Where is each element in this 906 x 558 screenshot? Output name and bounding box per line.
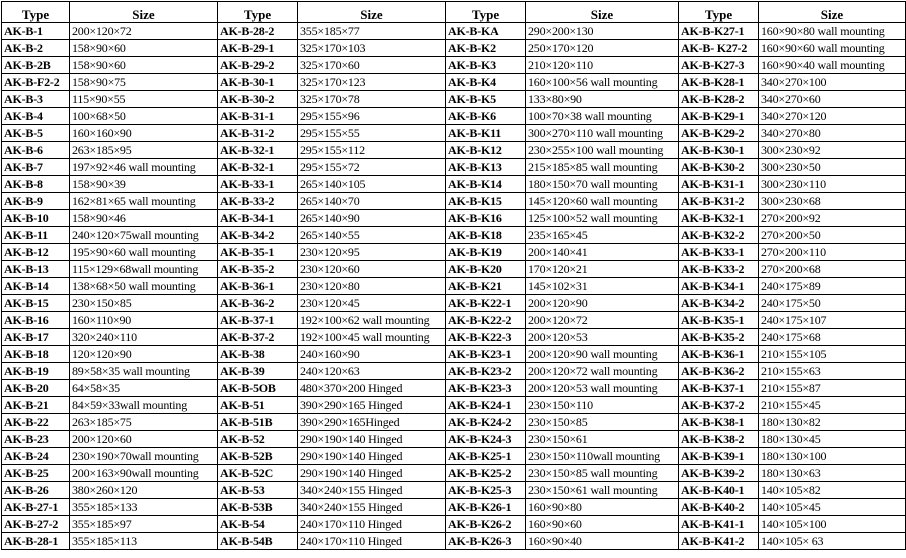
size-header: Size xyxy=(526,2,679,23)
size-cell: 230×150×61 xyxy=(526,431,679,448)
size-cell: 480×370×200 Hinged xyxy=(298,380,446,397)
type-cell: AK-B-3 xyxy=(2,91,70,108)
type-cell: AK-B-K25-2 xyxy=(446,465,526,482)
type-header: Type xyxy=(2,2,70,23)
size-cell: 230×150×110wall mounting xyxy=(526,448,679,465)
type-cell: AK-B-29-2 xyxy=(218,57,298,74)
table-row xyxy=(2,142,906,159)
type-cell: AK-B-K35-2 xyxy=(679,329,759,346)
size-cell: 230×150×85 xyxy=(526,414,679,431)
size-cell: 180×130×82 xyxy=(759,414,906,431)
size-cell: 240×170×110 Hinged xyxy=(298,516,446,533)
size-cell: 300×270×110 wall mounting xyxy=(526,125,679,142)
type-cell: AK-B-K30-1 xyxy=(679,142,759,159)
type-cell: AK-B-12 xyxy=(2,244,70,261)
type-cell: AK-B-K24-2 xyxy=(446,414,526,431)
table-row xyxy=(2,40,906,57)
table-row xyxy=(2,448,906,465)
size-cell: 240×175×68 xyxy=(759,329,906,346)
type-cell: AK-B-K36-2 xyxy=(679,363,759,380)
type-cell: AK-B-K22-3 xyxy=(446,329,526,346)
size-cell: 89×58×35 wall mounting xyxy=(70,363,218,380)
type-cell: AK-B-36-1 xyxy=(218,278,298,295)
type-cell: AK-B-36-2 xyxy=(218,295,298,312)
type-cell: AK-B-5 xyxy=(2,125,70,142)
type-cell: AK-B-K26-2 xyxy=(446,516,526,533)
size-cell: 140×105× 63 xyxy=(759,533,906,550)
type-cell: AK-B-52B xyxy=(218,448,298,465)
type-cell: AK-B-52 xyxy=(218,431,298,448)
size-cell: 265×140×70 xyxy=(298,193,446,210)
type-cell: AK-B-7 xyxy=(2,159,70,176)
size-cell: 158×90×60 xyxy=(70,40,218,57)
type-cell: AK-B-10 xyxy=(2,210,70,227)
product-size-table xyxy=(1,1,906,550)
type-cell: AK-B-K13 xyxy=(446,159,526,176)
type-cell: AK-B-K20 xyxy=(446,261,526,278)
type-cell: AK-B-20 xyxy=(2,380,70,397)
size-cell: 160×90×60 wall mounting xyxy=(759,40,906,57)
type-cell: AK-B-51B xyxy=(218,414,298,431)
size-cell: 160×90×40 xyxy=(526,533,679,550)
type-cell: AK-B-K16 xyxy=(446,210,526,227)
size-cell: 270×200×50 xyxy=(759,227,906,244)
type-cell: AK-B-K3 xyxy=(446,57,526,74)
header-row xyxy=(2,2,906,23)
type-cell: AK-B-K27-1 xyxy=(679,23,759,40)
size-cell: 355×185×77 xyxy=(298,23,446,40)
type-cell: AK-B-31-1 xyxy=(218,108,298,125)
type-cell: AK-B-2 xyxy=(2,40,70,57)
size-cell: 210×155×87 xyxy=(759,380,906,397)
size-cell: 160×90×80 xyxy=(526,499,679,516)
type-cell: AK-B-K30-2 xyxy=(679,159,759,176)
size-cell: 240×175×89 xyxy=(759,278,906,295)
table-body xyxy=(2,23,906,550)
size-cell: 125×100×52 wall mounting xyxy=(526,210,679,227)
size-cell: 270×200×92 xyxy=(759,210,906,227)
size-cell: 265×140×90 xyxy=(298,210,446,227)
size-cell: 215×185×85 wall mounting xyxy=(526,159,679,176)
table-row xyxy=(2,57,906,74)
table-row xyxy=(2,499,906,516)
size-cell: 200×120×72 xyxy=(526,312,679,329)
size-cell: 390×290×165Hinged xyxy=(298,414,446,431)
table-row xyxy=(2,193,906,210)
type-cell: AK-B-K26-1 xyxy=(446,499,526,516)
type-cell: AK-B-K33-1 xyxy=(679,244,759,261)
table-row xyxy=(2,482,906,499)
type-cell: AK-B-54 xyxy=(218,516,298,533)
type-cell: AK-B-54B xyxy=(218,533,298,550)
table-row xyxy=(2,414,906,431)
type-cell: AK-B-K37-1 xyxy=(679,380,759,397)
size-cell: 230×150×85 xyxy=(70,295,218,312)
type-cell: AK-B-35-2 xyxy=(218,261,298,278)
type-cell: AK-B-11 xyxy=(2,227,70,244)
type-cell: AK-B-37-2 xyxy=(218,329,298,346)
size-cell: 180×150×70 wall mounting xyxy=(526,176,679,193)
type-cell: AK-B-K28-1 xyxy=(679,74,759,91)
size-cell: 200×120×90 xyxy=(526,295,679,312)
size-cell: 240×160×90 xyxy=(298,346,446,363)
size-cell: 325×170×123 xyxy=(298,74,446,91)
table-row xyxy=(2,227,906,244)
size-cell: 230×150×110 xyxy=(526,397,679,414)
type-cell: AK-B-K39-1 xyxy=(679,448,759,465)
table-row xyxy=(2,516,906,533)
type-cell: AK-B-28-2 xyxy=(218,23,298,40)
size-cell: 145×102×31 xyxy=(526,278,679,295)
type-cell: AK-B-K23-2 xyxy=(446,363,526,380)
size-cell: 84×59×33wall mounting xyxy=(70,397,218,414)
type-cell: AK-B-5OB xyxy=(218,380,298,397)
size-cell: 295×155×96 xyxy=(298,108,446,125)
size-cell: 230×120×95 xyxy=(298,244,446,261)
size-cell: 270×200×110 xyxy=(759,244,906,261)
size-cell: 210×120×110 xyxy=(526,57,679,74)
type-cell: AK-B-33-2 xyxy=(218,193,298,210)
type-cell: AK-B-K35-1 xyxy=(679,312,759,329)
size-cell: 140×105×82 xyxy=(759,482,906,499)
size-cell: 170×120×21 xyxy=(526,261,679,278)
size-cell: 180×130×100 xyxy=(759,448,906,465)
size-cell: 295×155×72 xyxy=(298,159,446,176)
type-cell: AK-B-38 xyxy=(218,346,298,363)
type-cell: AK-B-35-1 xyxy=(218,244,298,261)
size-cell: 140×105×45 xyxy=(759,499,906,516)
type-header: Type xyxy=(446,2,526,23)
type-cell: AK-B-KA xyxy=(446,23,526,40)
type-cell: AK-B-K18 xyxy=(446,227,526,244)
type-cell: AK-B-27-2 xyxy=(2,516,70,533)
size-cell: 340×270×80 xyxy=(759,125,906,142)
type-cell: AK-B-K40-2 xyxy=(679,499,759,516)
type-cell: AK-B-K14 xyxy=(446,176,526,193)
type-cell: AK-B-K22-2 xyxy=(446,312,526,329)
type-cell: AK-B-21 xyxy=(2,397,70,414)
type-cell: AK-B-24 xyxy=(2,448,70,465)
size-cell: 263×185×75 xyxy=(70,414,218,431)
size-cell: 240×120×63 xyxy=(298,363,446,380)
type-cell: AK-B-6 xyxy=(2,142,70,159)
size-cell: 250×170×120 xyxy=(526,40,679,57)
type-cell: AK-B-K34-2 xyxy=(679,295,759,312)
size-cell: 133×80×90 xyxy=(526,91,679,108)
table-row xyxy=(2,278,906,295)
size-cell: 158×90×75 xyxy=(70,74,218,91)
type-cell: AK-B-25 xyxy=(2,465,70,482)
type-cell: AK-B-K29-1 xyxy=(679,108,759,125)
table-row xyxy=(2,261,906,278)
size-cell: 200×140×41 xyxy=(526,244,679,261)
size-cell: 290×190×140 Hinged xyxy=(298,431,446,448)
table-row xyxy=(2,91,906,108)
type-cell: AK-B-8 xyxy=(2,176,70,193)
size-cell: 240×170×110 Hinged xyxy=(298,533,446,550)
size-cell: 295×155×112 xyxy=(298,142,446,159)
size-cell: 340×270×100 xyxy=(759,74,906,91)
type-cell: AK-B-34-2 xyxy=(218,227,298,244)
type-cell: AK-B-K23-1 xyxy=(446,346,526,363)
size-cell: 200×120×60 xyxy=(70,431,218,448)
size-cell: 325×170×78 xyxy=(298,91,446,108)
size-cell: 230×150×61 wall mounting xyxy=(526,482,679,499)
size-cell: 160×110×90 xyxy=(70,312,218,329)
size-cell: 355×185×133 xyxy=(70,499,218,516)
size-cell: 230×255×100 wall mounting xyxy=(526,142,679,159)
size-cell: 340×270×120 xyxy=(759,108,906,125)
table-row xyxy=(2,125,906,142)
size-cell: 160×100×56 wall mounting xyxy=(526,74,679,91)
size-cell: 200×120×90 wall mounting xyxy=(526,346,679,363)
size-cell: 64×58×35 xyxy=(70,380,218,397)
size-cell: 230×190×70wall mounting xyxy=(70,448,218,465)
type-cell: AK-B-30-1 xyxy=(218,74,298,91)
size-cell: 290×190×140 Hinged xyxy=(298,448,446,465)
type-cell: AK-B-32-1 xyxy=(218,142,298,159)
size-cell: 390×290×165 Hinged xyxy=(298,397,446,414)
size-cell: 230×150×85 wall mounting xyxy=(526,465,679,482)
size-cell: 200×120×53 xyxy=(526,329,679,346)
type-cell: AK-B-K11 xyxy=(446,125,526,142)
type-cell: AK-B-23 xyxy=(2,431,70,448)
size-cell: 240×175×50 xyxy=(759,295,906,312)
size-cell: 160×90×60 xyxy=(526,516,679,533)
type-cell: AK-B-K19 xyxy=(446,244,526,261)
type-cell: AK-B-K40-1 xyxy=(679,482,759,499)
table-row xyxy=(2,176,906,193)
size-cell: 100×70×38 wall mounting xyxy=(526,108,679,125)
size-cell: 265×140×105 xyxy=(298,176,446,193)
size-cell: 290×190×140 Hinged xyxy=(298,465,446,482)
size-header: Size xyxy=(70,2,218,23)
size-cell: 160×160×90 xyxy=(70,125,218,142)
table-row xyxy=(2,295,906,312)
type-cell: AK-B-18 xyxy=(2,346,70,363)
table-row xyxy=(2,312,906,329)
size-cell: 100×68×50 xyxy=(70,108,218,125)
table-row xyxy=(2,210,906,227)
type-cell: AK-B-26 xyxy=(2,482,70,499)
type-cell: AK-B-K21 xyxy=(446,278,526,295)
type-cell: AK-B-29-1 xyxy=(218,40,298,57)
size-cell: 158×90×39 xyxy=(70,176,218,193)
size-cell: 290×200×130 xyxy=(526,23,679,40)
size-cell: 200×120×53 wall mounting xyxy=(526,380,679,397)
size-cell: 355×185×97 xyxy=(70,516,218,533)
type-cell: AK-B-K41-2 xyxy=(679,533,759,550)
size-cell: 295×155×55 xyxy=(298,125,446,142)
size-cell: 160×90×40 wall mounting xyxy=(759,57,906,74)
table-row xyxy=(2,397,906,414)
type-header: Type xyxy=(218,2,298,23)
type-cell: AK-B-K12 xyxy=(446,142,526,159)
type-cell: AK-B-32-1 xyxy=(218,159,298,176)
type-cell: AK-B-K27-3 xyxy=(679,57,759,74)
type-cell: AK-B-1 xyxy=(2,23,70,40)
type-cell: AK-B-33-1 xyxy=(218,176,298,193)
type-cell: AK-B-14 xyxy=(2,278,70,295)
type-cell: AK-B-K28-2 xyxy=(679,91,759,108)
size-cell: 340×240×155 Hinged xyxy=(298,499,446,516)
type-cell: AK-B-F2-2 xyxy=(2,74,70,91)
size-cell: 230×120×45 xyxy=(298,295,446,312)
size-cell: 115×90×55 xyxy=(70,91,218,108)
type-cell: AK-B-22 xyxy=(2,414,70,431)
size-cell: 200×120×72 wall mounting xyxy=(526,363,679,380)
table-row xyxy=(2,23,906,40)
type-cell: AK-B-K37-2 xyxy=(679,397,759,414)
size-cell: 192×100×45 wall mounting xyxy=(298,329,446,346)
type-cell: AK-B-K38-2 xyxy=(679,431,759,448)
size-cell: 160×90×80 wall mounting xyxy=(759,23,906,40)
type-cell: AK-B-16 xyxy=(2,312,70,329)
size-cell: 380×260×120 xyxy=(70,482,218,499)
type-cell: AK-B-K36-1 xyxy=(679,346,759,363)
type-cell: AK-B-4 xyxy=(2,108,70,125)
type-cell: AK-B-30-2 xyxy=(218,91,298,108)
size-cell: 158×90×46 xyxy=(70,210,218,227)
table-row xyxy=(2,465,906,482)
type-cell: AK-B-34-1 xyxy=(218,210,298,227)
size-cell: 120×120×90 xyxy=(70,346,218,363)
type-cell: AK-B-39 xyxy=(218,363,298,380)
type-cell: AK-B-K31-2 xyxy=(679,193,759,210)
size-header: Size xyxy=(759,2,906,23)
table-row xyxy=(2,346,906,363)
type-header: Type xyxy=(679,2,759,23)
type-cell: AK-B-K24-3 xyxy=(446,431,526,448)
type-cell: AK-B-51 xyxy=(218,397,298,414)
size-cell: 300×230×50 xyxy=(759,159,906,176)
size-cell: 210×155×45 xyxy=(759,397,906,414)
table-row xyxy=(2,74,906,91)
table-row xyxy=(2,431,906,448)
size-cell: 197×92×46 wall mounting xyxy=(70,159,218,176)
size-cell: 192×100×62 wall mounting xyxy=(298,312,446,329)
size-cell: 240×120×75wall mounting xyxy=(70,227,218,244)
size-cell: 265×140×55 xyxy=(298,227,446,244)
size-cell: 320×240×110 xyxy=(70,329,218,346)
type-cell: AK-B-K34-1 xyxy=(679,278,759,295)
type-cell: AK-B-53 xyxy=(218,482,298,499)
type-cell: AK-B-15 xyxy=(2,295,70,312)
size-cell: 162×81×65 wall mounting xyxy=(70,193,218,210)
type-cell: AK-B-K39-2 xyxy=(679,465,759,482)
table-row xyxy=(2,533,906,550)
type-cell: AK-B-2B xyxy=(2,57,70,74)
type-cell: AK-B-K22-1 xyxy=(446,295,526,312)
type-cell: AK-B-17 xyxy=(2,329,70,346)
type-cell: AK-B-53B xyxy=(218,499,298,516)
size-cell: 240×175×107 xyxy=(759,312,906,329)
size-header: Size xyxy=(298,2,446,23)
type-cell: AK-B-K5 xyxy=(446,91,526,108)
type-cell: AK-B-K31-1 xyxy=(679,176,759,193)
size-cell: 180×130×45 xyxy=(759,431,906,448)
type-cell: AK-B-31-2 xyxy=(218,125,298,142)
size-cell: 115×129×68wall mounting xyxy=(70,261,218,278)
table-row xyxy=(2,108,906,125)
type-cell: AK-B-K29-2 xyxy=(679,125,759,142)
size-cell: 158×90×60 xyxy=(70,57,218,74)
type-cell: AK-B-K24-1 xyxy=(446,397,526,414)
type-cell: AK-B-28-1 xyxy=(2,533,70,550)
size-cell: 140×105×100 xyxy=(759,516,906,533)
size-cell: 200×120×72 xyxy=(70,23,218,40)
size-cell: 145×120×60 wall mounting xyxy=(526,193,679,210)
size-cell: 230×120×80 xyxy=(298,278,446,295)
type-cell: AK-B-K2 xyxy=(446,40,526,57)
type-cell: AK-B-K15 xyxy=(446,193,526,210)
type-cell: AK-B-K6 xyxy=(446,108,526,125)
size-cell: 210×155×63 xyxy=(759,363,906,380)
type-cell: AK-B-K33-2 xyxy=(679,261,759,278)
type-cell: AK-B-9 xyxy=(2,193,70,210)
type-cell: AK-B-K32-2 xyxy=(679,227,759,244)
table-row xyxy=(2,159,906,176)
size-cell: 340×270×60 xyxy=(759,91,906,108)
size-cell: 263×185×95 xyxy=(70,142,218,159)
type-cell: AK-B-K23-3 xyxy=(446,380,526,397)
type-cell: AK-B-52C xyxy=(218,465,298,482)
size-cell: 138×68×50 wall mounting xyxy=(70,278,218,295)
size-cell: 270×200×68 xyxy=(759,261,906,278)
size-cell: 230×120×60 xyxy=(298,261,446,278)
size-cell: 180×130×63 xyxy=(759,465,906,482)
size-cell: 300×230×68 xyxy=(759,193,906,210)
type-cell: AK-B-K4 xyxy=(446,74,526,91)
type-cell: AK-B-K38-1 xyxy=(679,414,759,431)
size-cell: 340×240×155 Hinged xyxy=(298,482,446,499)
size-cell: 210×155×105 xyxy=(759,346,906,363)
size-cell: 300×230×92 xyxy=(759,142,906,159)
size-cell: 195×90×60 wall mounting xyxy=(70,244,218,261)
size-cell: 325×170×60 xyxy=(298,57,446,74)
table-row xyxy=(2,329,906,346)
size-cell: 355×185×113 xyxy=(70,533,218,550)
type-cell: AK-B-K25-1 xyxy=(446,448,526,465)
type-cell: AK-B-K41-1 xyxy=(679,516,759,533)
size-cell: 200×163×90wall mounting xyxy=(70,465,218,482)
type-cell: AK-B-37-1 xyxy=(218,312,298,329)
type-cell: AK-B-K25-3 xyxy=(446,482,526,499)
size-cell: 235×165×45 xyxy=(526,227,679,244)
type-cell: AK-B-13 xyxy=(2,261,70,278)
size-cell: 325×170×103 xyxy=(298,40,446,57)
table-row xyxy=(2,244,906,261)
table-row xyxy=(2,363,906,380)
table-row xyxy=(2,380,906,397)
size-cell: 300×230×110 xyxy=(759,176,906,193)
type-cell: AK-B-K32-1 xyxy=(679,210,759,227)
type-cell: AK-B- K27-2 xyxy=(679,40,759,57)
type-cell: AK-B-K26-3 xyxy=(446,533,526,550)
type-cell: AK-B-27-1 xyxy=(2,499,70,516)
type-cell: AK-B-19 xyxy=(2,363,70,380)
